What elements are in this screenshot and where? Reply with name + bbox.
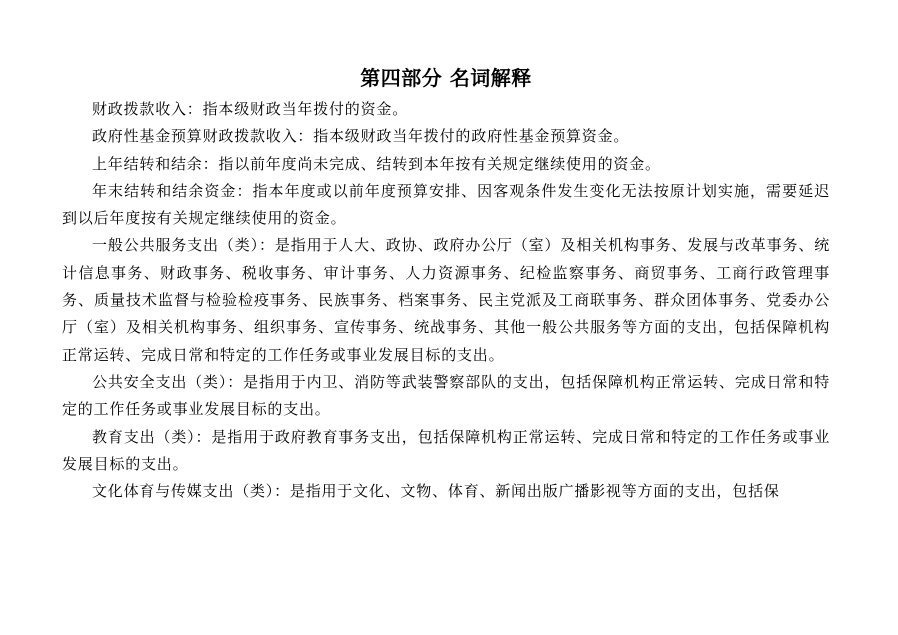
paragraph-public-security: 公共安全支出（类）：是指用于内卫、消防等武装警察部队的支出，包括保障机构正常运转、完成日常和特定的工作任务或事业发展目标的支出。 — [62, 372, 830, 419]
paragraph-education: 教育支出（类）：是指用于政府教育事务支出，包括保障机构正常运转、完成日常和特定的工作任务或事业发展目标的支出。 — [62, 427, 830, 473]
paragraph-prior-year-carryover: 上年结转和结余：指以前年度尚未完成、结转到本年按有关规定继续使用的资金。 — [92, 154, 661, 173]
page-title: 第四部分 名词解释 — [360, 66, 532, 90]
paragraph-fiscal-appropriation-income: 财政拨款收入：指本级财政当年拨付的资金。 — [92, 100, 409, 118]
paragraph-general-public-services: 一般公共服务支出（类）：是指用于人大、政协、政府办公厅（室）及相关机构事务、发展与改革事务、统计信息事务、财政事务、税收事务、审计事务、人力资源事务、纪检监察事务、商贸事务、工商行政管理事务、质量技术监督与检验检疫事务、民族事务、档案事务、民主党派及工商联事务、群众团体事务、党委办公厅（室）及相关机构事务、组织事务、宣传事务、统战事务、其他一般公共服务等方面的支出，包括保障机构正常运转、完成日常和特定的工作任务或事业发展目标的支出。 — [62, 236, 830, 364]
paragraph-year-end-carryover: 年末结转和结余资金：指本年度或以前年度预算安排、因客观条件发生变化无法按原计划实施，需要延迟到以后年度按有关规定继续使用的资金。 — [62, 181, 830, 228]
paragraph-government-fund-income: 政府性基金预算财政拨款收入：指本级财政当年拨付的政府性基金预算资金。 — [92, 127, 630, 146]
document-body — [62, 96, 830, 505]
paragraph-culture-sports-media: 文化体育与传媒支出（类）：是指用于文化、文物、体育、新闻出版广播影视等方面的支出，包括保 — [92, 482, 780, 501]
